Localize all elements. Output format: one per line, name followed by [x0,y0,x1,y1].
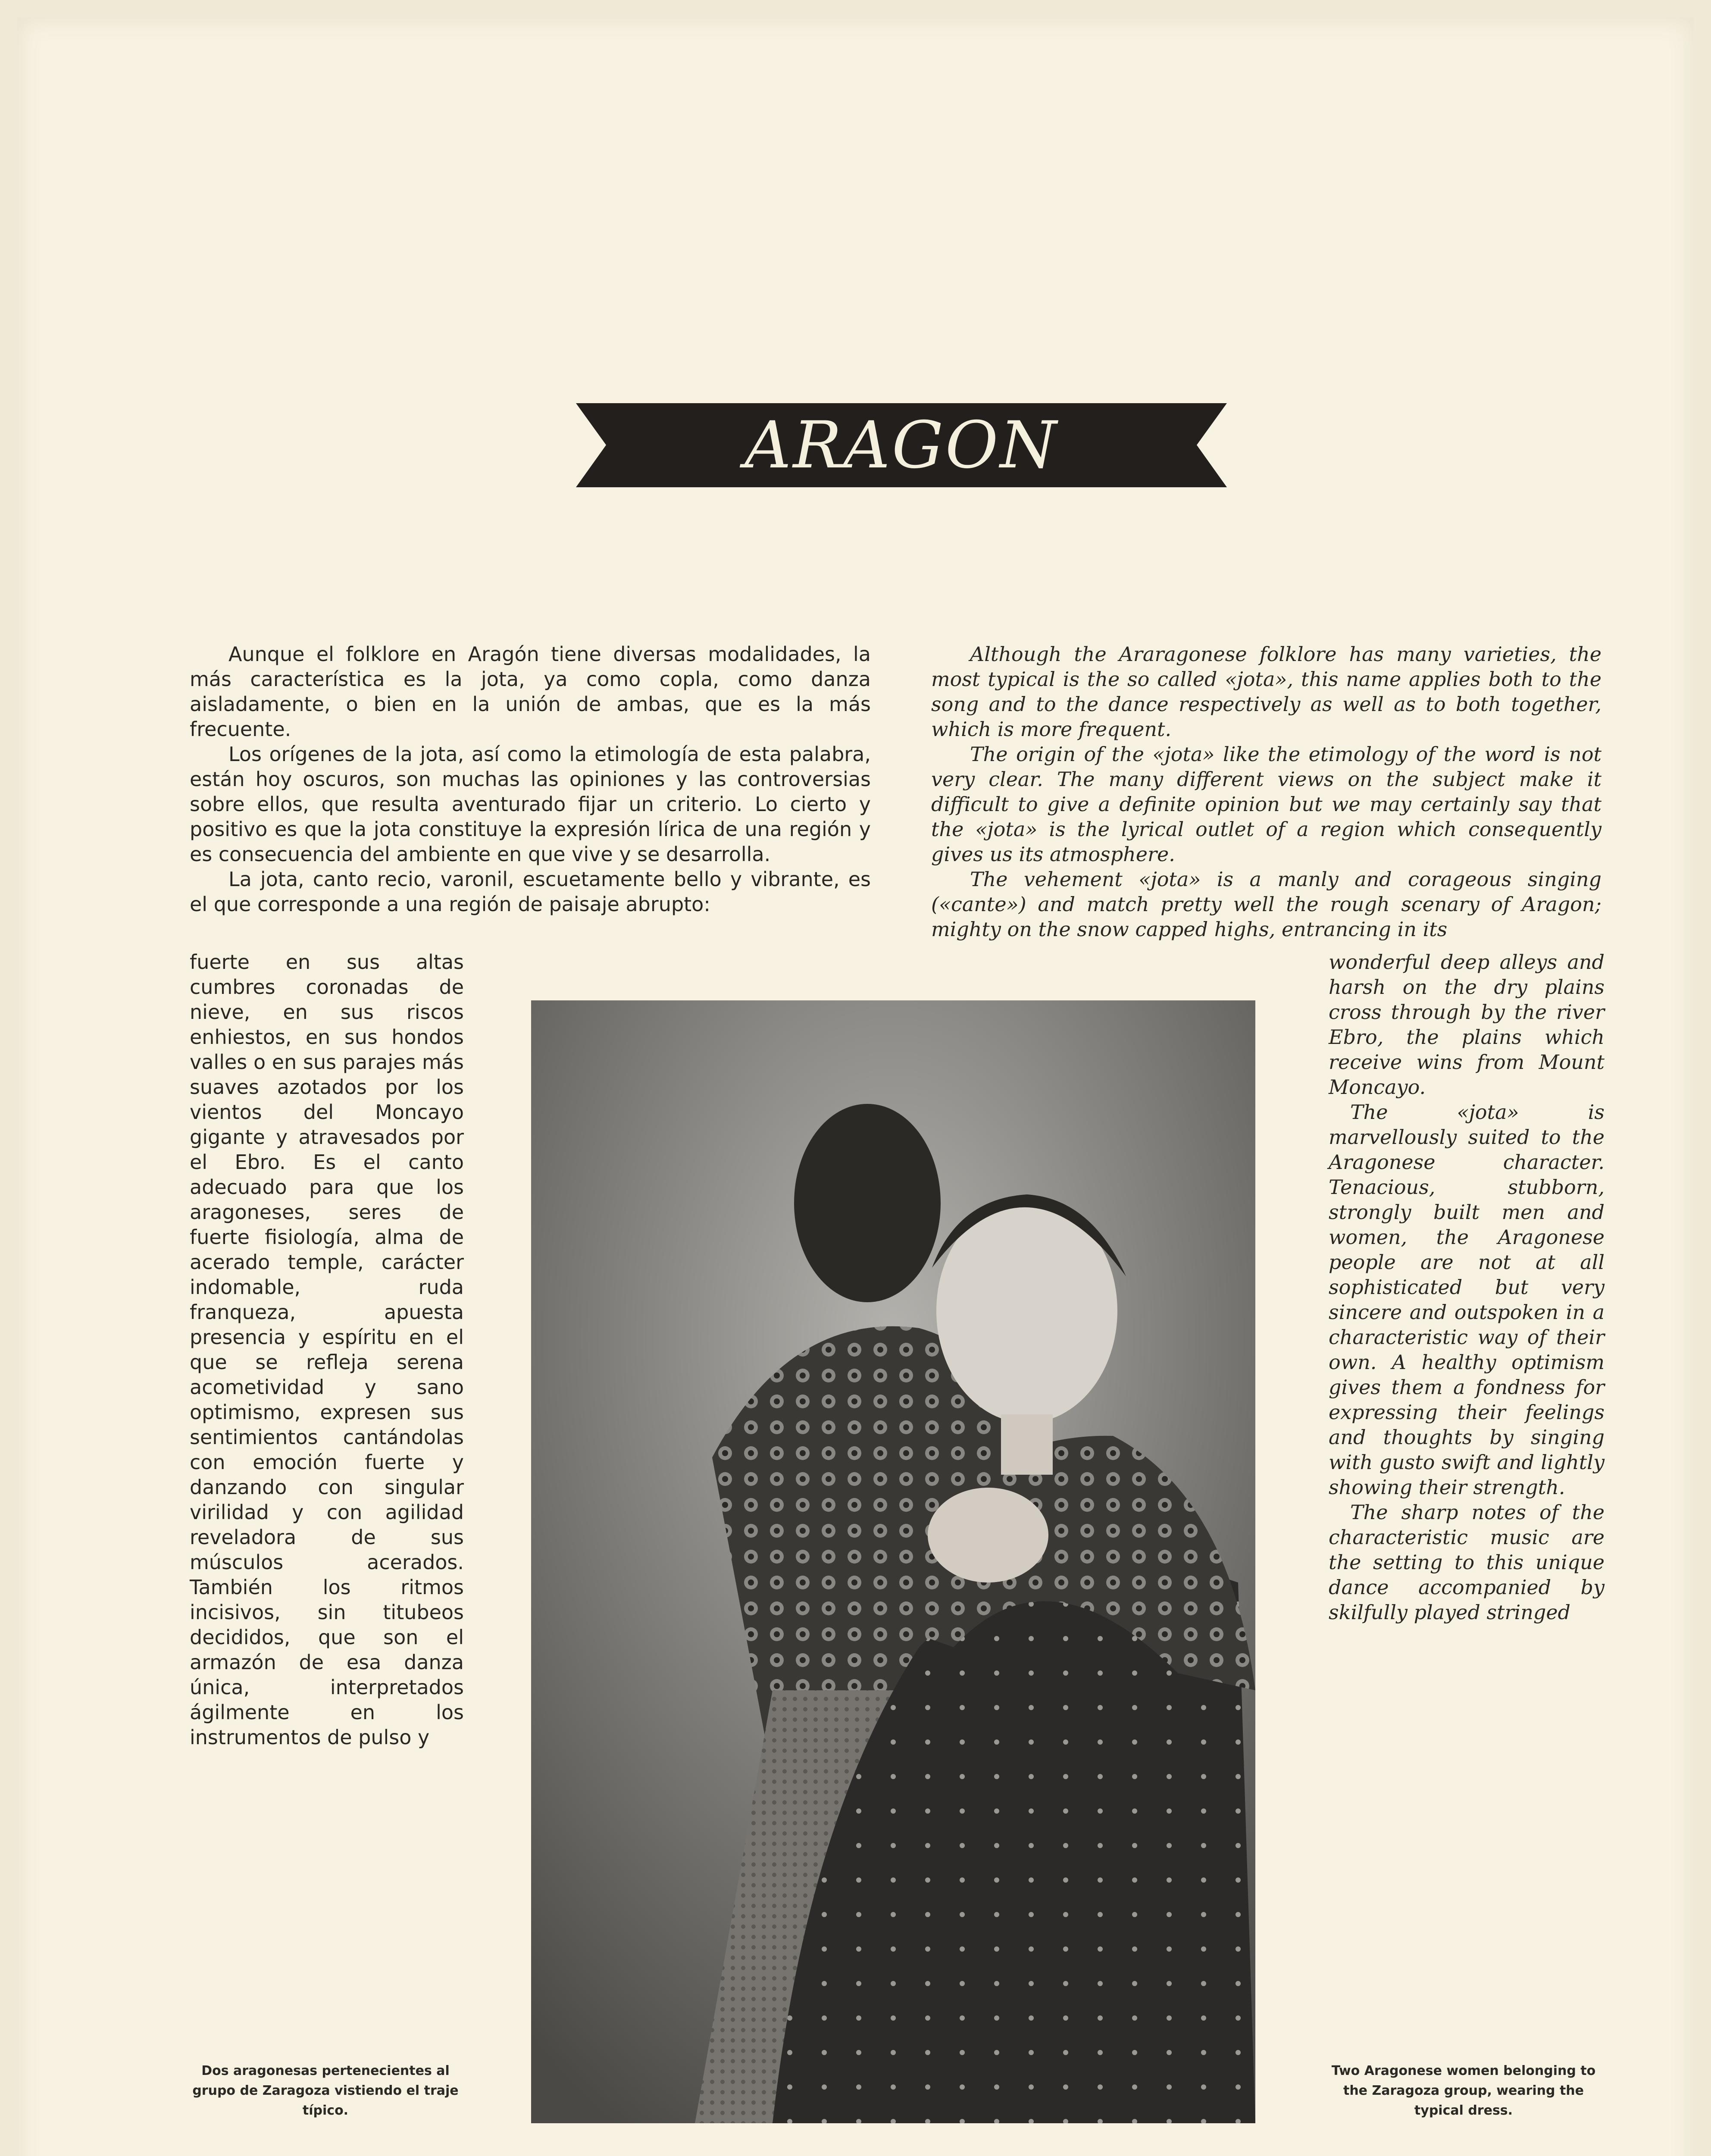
english-paragraph-3: The vehement «jota» is a manly and corageous singing («cante») and match pretty well the rough scenary of Aragon; mighty on the snow capped highs, entrancing in its [931,868,1602,941]
page-title: ARAGON [744,407,1058,483]
english-paragraph-2: The origin of the «jota» like the etimology of the word is not very clear. The many different views on the subject make it difficult to give a definite opinion but we may certainly say that the «jota» is the lyrical outlet of a region which consequently gives us its atmosphere. [931,743,1602,866]
english-side-column [1329,950,1605,1625]
english-side-paragraph-3: The sharp notes of the characteristic music are the setting to this unique dance accompanied by skilfully played stringed [1329,1501,1605,1624]
english-side-paragraph-2: The «jota» is marvellously suited to the Aragonese character. Tenacious, stubborn, strongly built men and women, the Aragonese people are not at all sophisticated but very sincere and outspoken in a characteristic way of their own. A healthy optimism gives them a fondness for expressing their feelings and thoughts by singing with gusto swift and lightly showing their strength. [1329,1100,1605,1499]
spanish-side-column [190,950,464,1750]
title-banner [576,403,1227,487]
spanish-paragraph-2: Los orígenes de la jota, así como la etimología de esta palabra, están hoy oscuros, son muchas las opiniones y las controversias sobre ellos, que resulta aventurado fijar un criterio. Lo cierto y positivo es que la jota constituye la expresión lírica de una región y es consecuencia del ambiente en que vive y se desarrolla. [190,743,871,866]
spanish-paragraph-1: Aunque el folklore en Aragón tiene diversas modalidades, la más característica es la jota, ya como copla, como danza aisladamente, o bien en la unión de ambas, que es la más frecuente. [190,642,871,741]
english-paragraph-1: Although the Araragonese folklore has many varieties, the most typical is the so called «jota», this name applies both to the song and to the dance respectively as well as to both together, which is more frequent. [931,642,1602,741]
spanish-caption: Dos aragonesas pertenecientes al grupo de Zaragoza vistiendo el traje típico. [192,2063,459,2118]
english-caption: Two Aragonese women belonging to the Zaragoza group, wearing the typical dress. [1331,2063,1596,2118]
english-side-paragraph-1: wonderful deep alleys and harsh on the dry plains cross through by the river Ebro, the plains which receive wins from Mount Moncayo. [1329,950,1605,1099]
spanish-paragraph-3: La jota, canto recio, varonil, escuetamente bello y vibrante, es el que corresponde a una región de paisaje abrupto: [190,868,871,916]
spanish-side-paragraph: fuerte en sus altas cumbres coronadas de nieve, en sus riscos enhiestos, en sus hondos valles o en sus parajes más suaves azotados por los vientos del Moncayo gigante y atravesados por el Ebro. Es el canto adecuado para que los aragoneses, seres de fuerte fisiología, alma de acerado temple, carácter indomable, ruda franqueza, apuesta presencia y espíritu en el que se refleja serena acometividad y sano optimismo, expresen sus sentimientos cantándolas con emoción fuerte y danzando con singular virilidad y con agilidad reveladora de sus músculos acerados. También los ritmos incisivos, sin titubeos decididos, que son el armazón de esa danza única, interpretados ágilmente en los instrumentos de pulso y [190,950,464,1749]
spanish-intro [190,642,871,917]
english-intro [931,642,1602,942]
photo-two-aragonese-women [531,1000,1255,2123]
